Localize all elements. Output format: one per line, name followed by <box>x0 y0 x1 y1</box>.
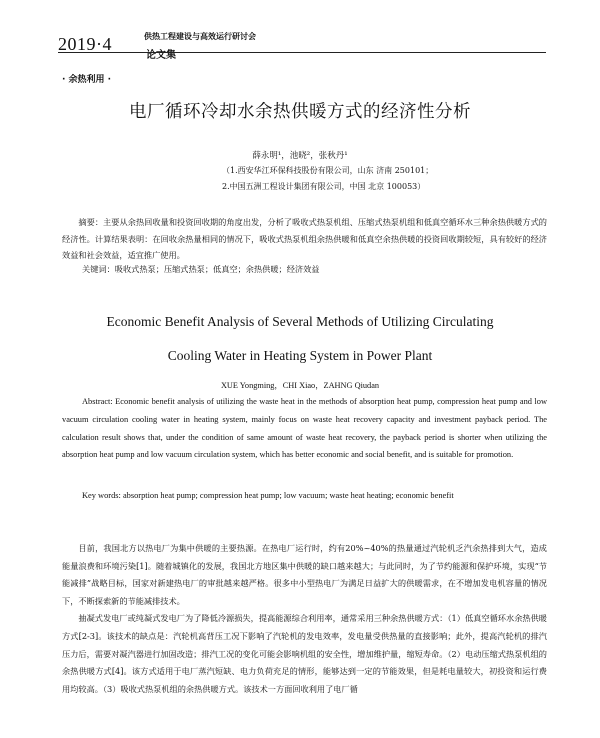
header-year-issue: 2019·4 <box>58 34 112 54</box>
title-cn: 电厂循环冷却水余热供暖方式的经济性分析 <box>129 102 471 122</box>
keywords-cn: 关键词：吸收式热泵；压缩式热泵；低真空；余热供暖；经济效益 <box>82 264 320 274</box>
body-paragraph-2: 抽凝式发电厂或纯凝式发电厂为了降低冷源损失，提高能源综合利用率，通常采用三种余热供暖方式：（1）低真空循环水余热供暖方式[2-3]。该技术的缺点是：汽轮机高背压工况下影响了汽轮机的发电效率，发电量受供热量的直接影响；此外，提高汽轮机的排汽压力后，需要对凝汽器进行加固改造；排汽工况的变化可能会影响机组的安全性，增加维护量，缩短寿命。（2）电动压缩式热泵机组的余热供暖方式[4]。该方式适用于电厂蒸汽短缺、电力负荷充足的情形，能够达到一定的节能效果，但是耗电量较大，初投资和运行费用均较高。（3）吸收式热泵机组的余热供暖方式。该技术一方面回收利用了电厂循 <box>62 613 547 694</box>
body-paragraph-1: 目前，我国北方以热电厂为集中供暖的主要热源。在热电厂运行时，约有20%~40%的热量通过汽轮机乏汽余热排到大气，造成能量浪费和环境污染[1]。随着城镇化的发展，我国北方地区集中供暖的缺口越来越大；与此同时，为了节约能源和保护环境，实现“节能减排”战略目标，国家对新建热电厂的审批越来越严格。很多中小型热电厂为满足日益扩大的供暖需求，在不增加发电机容量的情况下，不断探索新的节能减排技术。 <box>62 543 547 606</box>
keywords-en: Key words: absorption heat pump; compression heat pump; low vacuum; waste heat heating; economic benefit <box>82 491 454 500</box>
affiliation-1: （1.西安华江环保科技股份有限公司，山东 济南 250101； <box>222 166 434 175</box>
abstract-cn <box>62 214 547 264</box>
category-label: · 余热利用 · <box>62 75 112 85</box>
header-rule <box>58 52 546 53</box>
abstract-cn-text: 摘要：主要从余热回收量和投资回收期的角度出发，分析了吸收式热泵机组、压缩式热泵机组和低真空循环水三种余热供暖方式的经济性。计算结果表明：在回收余热量相同的情况下，吸收式热泵机组余热供暖和低真空余热供暖的投资回收期较短，具有较好的经济效益和社会效益，适宜推广使用。 <box>62 217 547 260</box>
abstract-en: Abstract: Economic benefit analysis of utilizing the waste heat in the methods of absorption heat pump, compression heat pump and low vacuum circulation cooling water in heating system, mainly focus on waste heat recovery capacity and investment payback period. The calculation result shows that, under the condition of same amount of waste heat recovery, the payback period is shorter when utilizing the absorption heat pump and low vacuum circulation system, which has better economic and social benefit, and is suitable for promotion. <box>62 397 547 460</box>
header-section: 论文集 <box>146 50 176 61</box>
title-en-line-1: Economic Benefit Analysis of Several Methods of Utilizing Circulating <box>106 314 494 329</box>
body-text <box>62 540 547 698</box>
authors-en: XUE Yongming，CHI Xiao，ZAHNG Qiudan <box>220 381 380 390</box>
authors-cn: 薛永明¹，池晓²，张秋丹¹ <box>252 151 348 161</box>
title-en-line-2: Cooling Water in Heating System in Power Plant <box>167 348 433 363</box>
affiliation-2: 2.中国五洲工程设计集团有限公司，中国 北京 100053） <box>222 182 426 191</box>
header-journal-name: 供热工程建设与高效运行研讨会 <box>144 32 256 41</box>
